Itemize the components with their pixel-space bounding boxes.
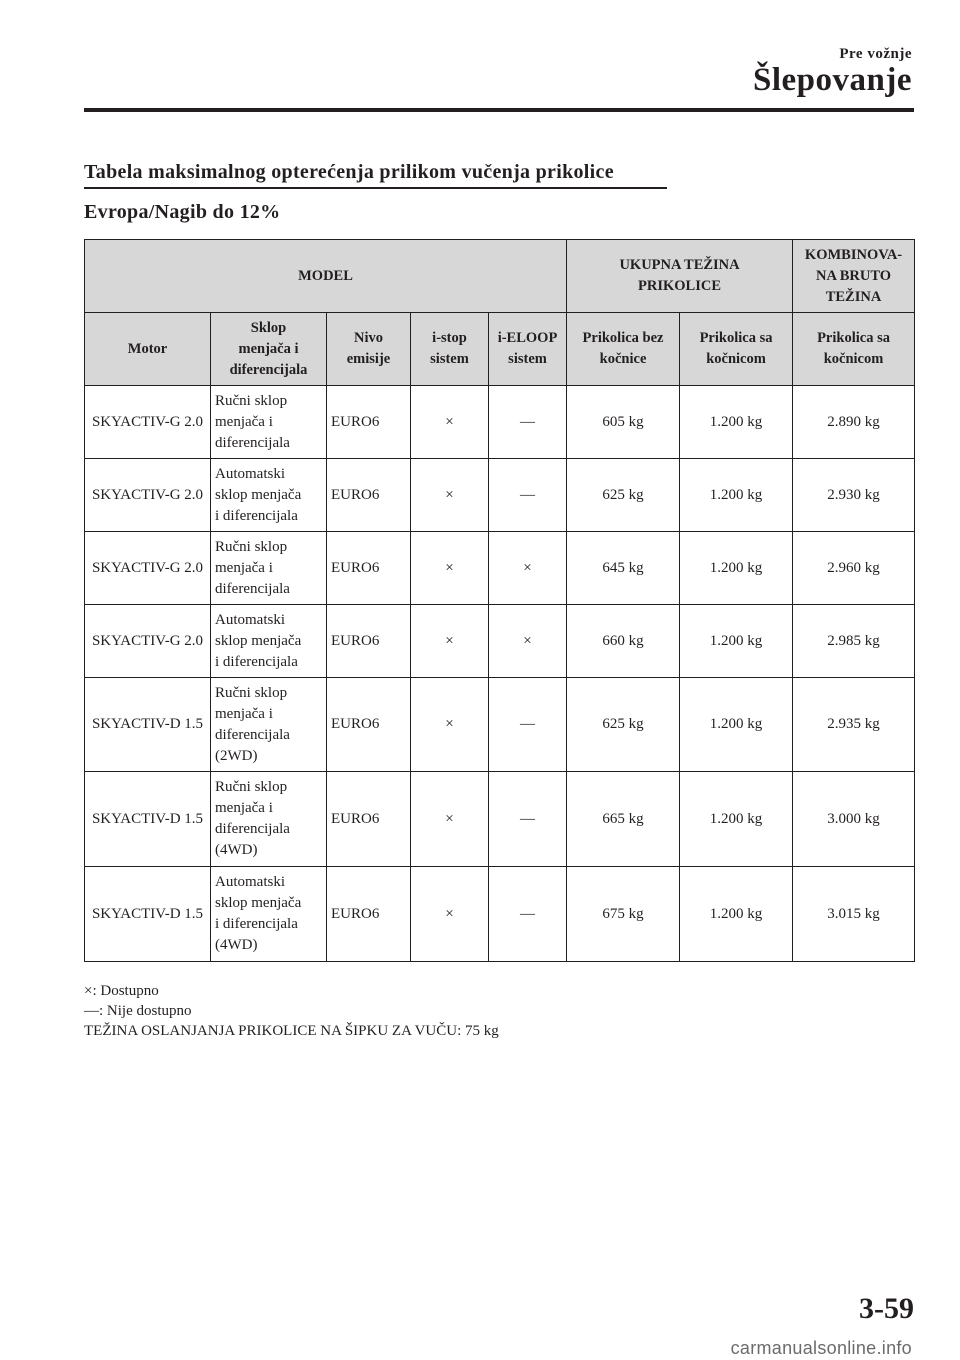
cell-gross: 2.930 kg — [793, 459, 915, 532]
cell-motor: SKYACTIV-D 1.5 — [85, 867, 211, 962]
section-title-underline — [84, 187, 667, 189]
cell-istop: × — [411, 459, 489, 532]
cell-transmission: Automatski sklop menjača i diferencijala — [211, 605, 327, 678]
cell-motor: SKYACTIV-G 2.0 — [85, 459, 211, 532]
cell-ieloop: ― — [489, 459, 567, 532]
cell-emission: EURO6 — [327, 867, 411, 962]
cell-emission: EURO6 — [327, 772, 411, 867]
cell-unbraked: 675 kg — [567, 867, 680, 962]
table-row — [85, 867, 915, 962]
cell-transmission: Ručni sklop menjača i diferencijala (4WD) — [211, 772, 327, 867]
cell-unbraked: 665 kg — [567, 772, 680, 867]
cell-ieloop: × — [489, 532, 567, 605]
cell-motor: SKYACTIV-D 1.5 — [85, 772, 211, 867]
towing-load-table — [84, 239, 915, 962]
table-row — [85, 772, 915, 867]
cell-istop: × — [411, 867, 489, 962]
cell-gross: 2.985 kg — [793, 605, 915, 678]
table-row — [85, 678, 915, 772]
cell-motor: SKYACTIV-D 1.5 — [85, 678, 211, 772]
table-row — [85, 386, 915, 459]
tongue-weight-note: TEŽINA OSLANJANJA PRIKOLICE NA ŠIPKU ZA VUČU: 75 kg — [84, 1023, 499, 1039]
col-header-motor: Motor — [85, 313, 211, 386]
cell-gross: 2.960 kg — [793, 532, 915, 605]
cell-unbraked: 645 kg — [567, 532, 680, 605]
cell-gross: 2.890 kg — [793, 386, 915, 459]
subsection-title: Evropa/Nagib do 12% — [84, 201, 281, 223]
cell-braked: 1.200 kg — [680, 532, 793, 605]
cell-emission: EURO6 — [327, 678, 411, 772]
header-model: MODEL — [85, 240, 567, 313]
cell-ieloop: × — [489, 605, 567, 678]
table-row — [85, 459, 915, 532]
cell-braked: 1.200 kg — [680, 605, 793, 678]
col-header-gross-braked: Prikolica sa kočnicom — [793, 313, 915, 386]
header-total-trailer-weight: UKUPNA TEŽINA PRIKOLICE — [567, 240, 793, 313]
cell-emission: EURO6 — [327, 386, 411, 459]
cell-transmission: Automatski sklop menjača i diferencijala — [211, 459, 327, 532]
legend-available: ×: Dostupno — [84, 983, 159, 999]
cell-gross: 2.935 kg — [793, 678, 915, 772]
cell-emission: EURO6 — [327, 459, 411, 532]
cell-unbraked: 660 kg — [567, 605, 680, 678]
cell-gross: 3.015 kg — [793, 867, 915, 962]
cell-ieloop: ― — [489, 678, 567, 772]
col-header-emission: Nivo emisije — [327, 313, 411, 386]
col-header-ieloop: i-ELOOP sistem — [489, 313, 567, 386]
cell-istop: × — [411, 772, 489, 867]
col-header-unbraked: Prikolica bez kočnice — [567, 313, 680, 386]
cell-istop: × — [411, 678, 489, 772]
cell-unbraked: 605 kg — [567, 386, 680, 459]
col-header-braked: Prikolica sa kočnicom — [680, 313, 793, 386]
cell-motor: SKYACTIV-G 2.0 — [85, 532, 211, 605]
header-divider — [84, 108, 914, 112]
cell-ieloop: ― — [489, 772, 567, 867]
cell-transmission: Ručni sklop menjača i diferencijala — [211, 386, 327, 459]
cell-braked: 1.200 kg — [680, 459, 793, 532]
chapter-subtitle: Pre vožnje — [839, 46, 912, 62]
cell-unbraked: 625 kg — [567, 459, 680, 532]
watermark: carmanualsonline.info — [730, 1338, 912, 1358]
table-row — [85, 605, 915, 678]
table-row — [85, 532, 915, 605]
cell-emission: EURO6 — [327, 605, 411, 678]
table-legend — [84, 981, 499, 1041]
cell-braked: 1.200 kg — [680, 772, 793, 867]
cell-braked: 1.200 kg — [680, 678, 793, 772]
col-header-transmission: Sklop menjača i diferencijala — [211, 313, 327, 386]
cell-transmission: Ručni sklop menjača i diferencijala — [211, 532, 327, 605]
cell-braked: 1.200 kg — [680, 867, 793, 962]
chapter-title: Šlepovanje — [752, 62, 912, 98]
header-combined-gross-weight: KOMBINOVA- NA BRUTO TEŽINA — [793, 240, 915, 313]
cell-transmission: Ručni sklop menjača i diferencijala (2WD) — [211, 678, 327, 772]
cell-motor: SKYACTIV-G 2.0 — [85, 386, 211, 459]
cell-unbraked: 625 kg — [567, 678, 680, 772]
cell-ieloop: ― — [489, 386, 567, 459]
cell-gross: 3.000 kg — [793, 772, 915, 867]
cell-emission: EURO6 — [327, 532, 411, 605]
legend-not-available: ―: Nije dostupno — [84, 1003, 192, 1019]
cell-ieloop: ― — [489, 867, 567, 962]
cell-istop: × — [411, 386, 489, 459]
section-title: Tabela maksimalnog opterećenja prilikom vučenja prikolice — [84, 161, 614, 183]
cell-istop: × — [411, 532, 489, 605]
page-number: 3-59 — [859, 1292, 914, 1325]
cell-istop: × — [411, 605, 489, 678]
cell-motor: SKYACTIV-G 2.0 — [85, 605, 211, 678]
cell-transmission: Automatski sklop menjača i diferencijala (4WD) — [211, 867, 327, 962]
cell-braked: 1.200 kg — [680, 386, 793, 459]
col-header-istop: i-stop sistem — [411, 313, 489, 386]
